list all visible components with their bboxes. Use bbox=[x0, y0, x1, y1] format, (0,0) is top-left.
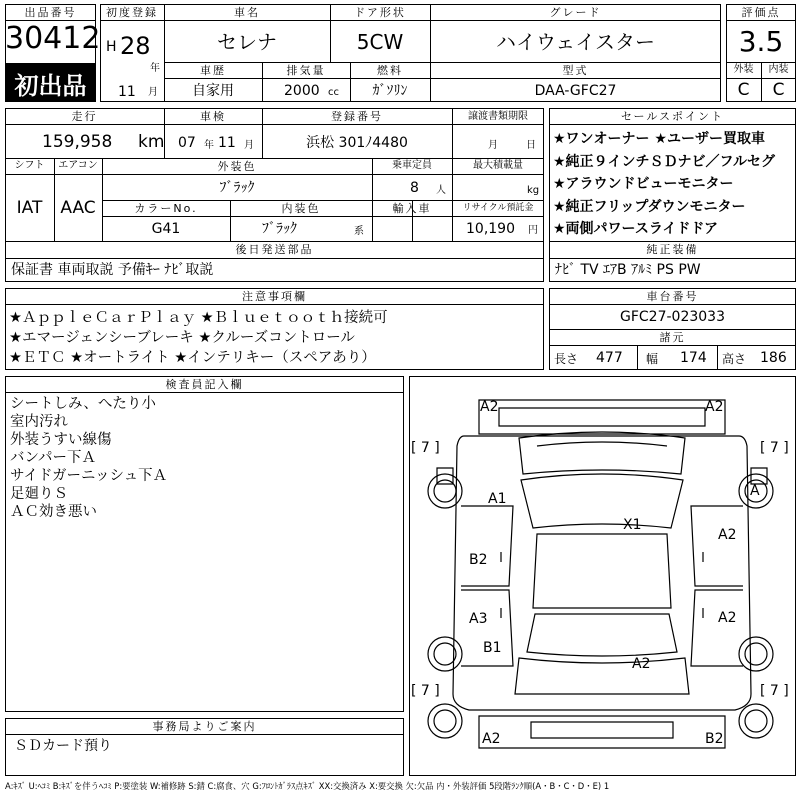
fuel-label: 燃料 bbox=[377, 64, 403, 77]
transfer-day-unit: 日 bbox=[526, 140, 536, 151]
recycle: 10,190 bbox=[466, 221, 515, 237]
transfer-label: 譲渡書類期限 bbox=[468, 111, 528, 122]
dims-label: 諸元 bbox=[659, 331, 686, 344]
first-listing-badge: 初出品 bbox=[5, 64, 96, 102]
mark-rear-glass-right: [ 7 ] bbox=[760, 683, 789, 699]
mark-right-front-door: A2 bbox=[718, 527, 737, 543]
mark-roof: X1 bbox=[623, 517, 642, 533]
history-label: 車歴 bbox=[200, 64, 226, 77]
sales-point: ★純正９インチＳＤナビ／フルセグ bbox=[553, 153, 775, 170]
model: DAA-GFC27 bbox=[534, 83, 617, 99]
month-unit: 月 bbox=[148, 87, 158, 98]
plate-label: 登録番号 bbox=[331, 110, 383, 123]
equipment-list: ﾅﾋﾞ TV ｴｱB ｱﾙﾐ PS PW bbox=[555, 262, 701, 278]
first-reg-label: 初度登録 bbox=[106, 6, 158, 19]
door-type: 5CW bbox=[356, 30, 404, 54]
car-diagram bbox=[409, 376, 796, 776]
sales-point: ★純正フリップダウンモニター bbox=[553, 198, 746, 215]
sales-point: ★ワンオーナー ★ユーザー買取車 bbox=[553, 131, 765, 147]
inspector-line: サイドガーニッシュ下Ａ bbox=[10, 468, 168, 484]
inspector-line: 足廻りＳ bbox=[10, 486, 68, 502]
grade: ハイウェイスター bbox=[496, 30, 655, 54]
first-reg-month: 11 bbox=[118, 84, 136, 100]
score: 3.5 bbox=[738, 25, 784, 58]
load-label: 最大積載量 bbox=[473, 160, 523, 171]
car-name-label: 車名 bbox=[234, 6, 260, 19]
equipment-label: 純正装備 bbox=[646, 243, 699, 256]
inspection-year: 07 bbox=[178, 135, 196, 151]
mark-rear-left-corner: A2 bbox=[482, 731, 501, 747]
ext-color: ﾌﾞﾗｯｸ bbox=[219, 180, 255, 196]
mark-rear-panel: A2 bbox=[632, 656, 651, 672]
office-label: 事務局よりご案内 bbox=[152, 720, 257, 733]
mileage-label: 走行 bbox=[71, 110, 98, 123]
length: 477 bbox=[596, 350, 623, 366]
inspector-line: バンパー下Ａ bbox=[10, 450, 96, 466]
width: 174 bbox=[680, 350, 707, 366]
displacement-unit: cc bbox=[328, 87, 339, 98]
inspection-label: 車検 bbox=[200, 110, 226, 123]
chassis-label: 車台番号 bbox=[646, 290, 699, 303]
mark-front-fender-left: A1 bbox=[488, 491, 507, 507]
note-line: ★ＥＴＣ ★オートライト ★インテリキー（スペアあり） bbox=[9, 350, 376, 366]
mark-right-rear-door: A2 bbox=[718, 610, 737, 626]
history: 自家用 bbox=[192, 83, 234, 99]
note-line: ★エマージェンシーブレーキ ★クルーズコントロール bbox=[9, 330, 355, 346]
length-label: 長さ bbox=[554, 352, 579, 366]
sales-points-list bbox=[553, 128, 795, 241]
interior-grade: C bbox=[772, 80, 785, 100]
notes-label: 注意事項欄 bbox=[242, 290, 307, 303]
inspection-month-unit: 月 bbox=[244, 140, 254, 151]
mark-rear-right-corner: B2 bbox=[705, 731, 724, 747]
recycle-label: リサイクル預託金 bbox=[462, 203, 534, 213]
inspector-line: ＡＣ効き悪い bbox=[10, 504, 97, 520]
mark-front-left-corner: A2 bbox=[480, 399, 499, 415]
exterior-grade: C bbox=[737, 80, 750, 100]
mileage-unit: km bbox=[138, 132, 165, 152]
mark-rear-fender-left: B1 bbox=[483, 640, 502, 656]
inspector-line: 外装うすい線傷 bbox=[10, 432, 112, 448]
recycle-unit: 円 bbox=[528, 225, 538, 236]
mark-left-sill: B2 bbox=[469, 552, 488, 568]
mark-windshield-left: [ 7 ] bbox=[411, 440, 440, 456]
height: 186 bbox=[760, 350, 787, 366]
inspector-label: 検査員記入欄 bbox=[165, 378, 244, 391]
inspection-month: 11 bbox=[218, 135, 236, 151]
int-color: ﾌﾞﾗｯｸ bbox=[262, 221, 297, 237]
exterior-label: 外装 bbox=[733, 64, 754, 75]
mark-front-right-corner: A2 bbox=[705, 399, 724, 415]
door-label: ドア形状 bbox=[354, 6, 406, 19]
ext-color-label: 外装色 bbox=[217, 160, 257, 173]
mark-front-right-wheel: A bbox=[750, 483, 760, 499]
shift-label: シフト bbox=[14, 160, 45, 171]
inspector-list bbox=[10, 395, 167, 521]
mark-left-rear-door: A3 bbox=[469, 611, 488, 627]
import-label: 輸入車 bbox=[392, 202, 432, 215]
load-unit: kg bbox=[527, 185, 540, 196]
width-label: 幅 bbox=[646, 352, 659, 366]
inspection-year-unit: 年 bbox=[204, 140, 214, 151]
score-label: 評価点 bbox=[741, 6, 781, 19]
capacity-label: 乗車定員 bbox=[392, 160, 432, 171]
mark-windshield-right: [ 7 ] bbox=[760, 440, 789, 456]
color-no-label: カラーNo. bbox=[134, 202, 198, 215]
later-parts: 保証書 車両取説 予備ｷｰ ﾅﾋﾞ取説 bbox=[11, 262, 214, 278]
model-label: 型式 bbox=[562, 64, 589, 77]
office-text: ＳＤカード預り bbox=[14, 738, 112, 754]
grade-label: グレード bbox=[549, 6, 602, 19]
ac-label: エアコン bbox=[58, 160, 98, 171]
capacity: 8 bbox=[410, 180, 419, 196]
int-color-unit: 系 bbox=[354, 226, 364, 237]
height-label: 高さ bbox=[722, 352, 747, 366]
color-no: G41 bbox=[151, 221, 181, 237]
transfer-month-unit: 月 bbox=[488, 140, 498, 151]
ac: AAC bbox=[60, 198, 96, 218]
year-unit: 年 bbox=[150, 63, 160, 74]
sales-point: ★両側パワースライドドア bbox=[553, 221, 719, 237]
era-letter: H bbox=[106, 39, 117, 55]
damage-legend: A:ｷｽﾞ U:ﾍｺﾐ B:ｷｽﾞを伴うﾍｺﾐ P:要塗装 W:補修跡 S:錆 C:腐食、穴 G:ﾌﾛﾝﾄｶﾞﾗｽ点ｷｽﾞ XX:交換済み X:要交換 欠:欠品 内・外装評価 5段階ﾗﾝｸ順(A・B・C・D・E) 1 bbox=[5, 781, 610, 791]
capacity-unit: 人 bbox=[436, 185, 446, 196]
int-color-label: 内装色 bbox=[281, 202, 321, 215]
sales-point: ★アラウンドビューモニター bbox=[553, 176, 734, 192]
mark-rear-glass-left: [ 7 ] bbox=[411, 683, 440, 699]
shift: IAT bbox=[16, 198, 43, 218]
displacement: 2000 bbox=[284, 83, 320, 99]
lot-number: 30412 bbox=[5, 21, 101, 56]
mileage: 159,958 bbox=[42, 132, 113, 152]
car-name: セレナ bbox=[217, 30, 277, 54]
note-line: ★ＡｐｐｌｅＣａｒＰｌａｙ ★Ｂｌｕｅｔｏｏｔｈ接続可 bbox=[9, 310, 388, 326]
lot-label: 出品番号 bbox=[24, 6, 77, 19]
interior-label: 内装 bbox=[768, 64, 789, 75]
sales-points-label: セールスポイント bbox=[620, 110, 724, 123]
notes-list bbox=[9, 308, 388, 368]
fuel: ｶﾞｿﾘﾝ bbox=[372, 83, 408, 99]
plate-number: 浜松 301ﾉ4480 bbox=[306, 135, 408, 151]
displacement-label: 排気量 bbox=[286, 64, 326, 77]
inspector-line: 室内汚れ bbox=[10, 414, 68, 430]
later-parts-label: 後日発送部品 bbox=[235, 243, 314, 256]
inspector-line: シートしみ、へたり小 bbox=[10, 396, 156, 412]
first-reg-year: 28 bbox=[120, 32, 151, 60]
chassis-number: GFC27-023033 bbox=[620, 309, 725, 325]
